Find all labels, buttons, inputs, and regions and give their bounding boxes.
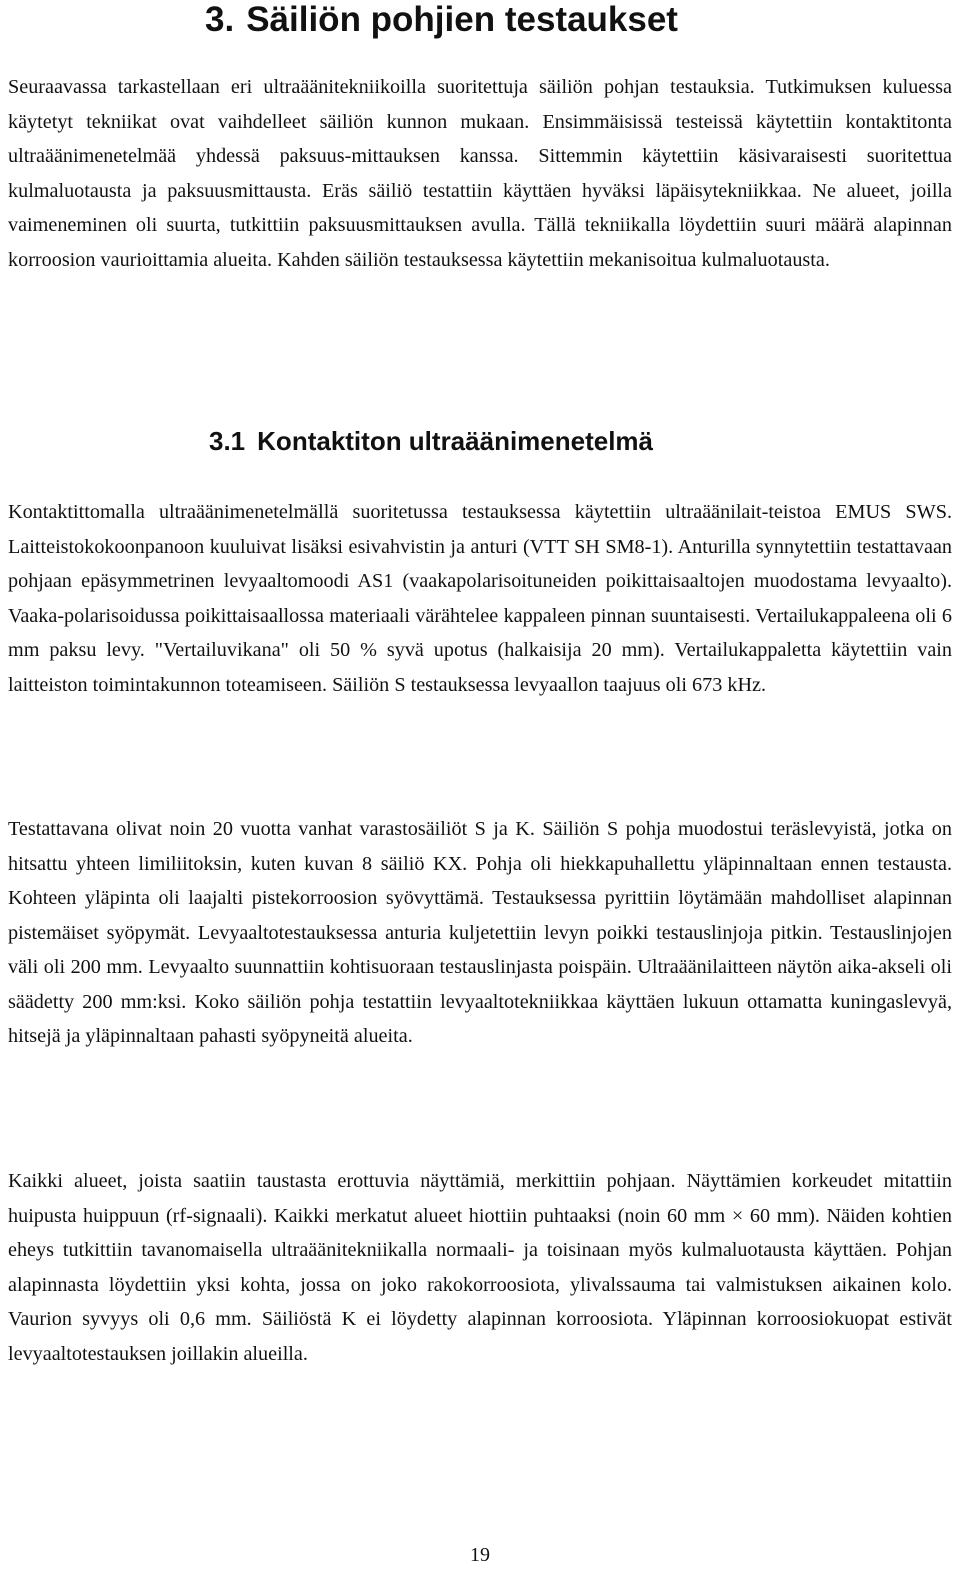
page-number: 19 (470, 1544, 490, 1566)
body-paragraph-3: Kaikki alueet, joista saatiin taustasta erottuvia näyttämiä, merkittiin pohjaan. Näyttämien korkeudet mitattiin huipusta huippuun (rf-signaali). Kaikki merkatut alueet hiottiin puhtaaksi (noin 60 mm × 60 mm). Näiden kohtien eheys tutkittiin tavanomaisella ultraäänitekniikalla normaali- ja toisinaan myös kulmaluotausta käyttäen. Pohjan alapinnasta löydettiin yksi kohta, jossa on joko rakokorroosiota, ylivalssauma tai valmistuksen aikainen kolo. Vaurion syvyys oli 0,6 mm. Säiliöstä K ei löydetty alapinnan korroosiota. Yläpinnan korroosiokuopat estivät levyaaltotestauksen joillakin alueilla. (8, 1170, 952, 1365)
intro-paragraph: Seuraavassa tarkastellaan eri ultraäänitekniikoilla suoritettuja säiliön pohjan testauksia. Tutkimuksen kuluessa käytetyt tekniikat ovat vaihdelleet säiliön kunnon mukaan. Ensimmäisissä testeissä käytettiin kontaktitonta ultraäänimenetelmää yhdessä paksuus-mittauksen kanssa. Sittemmin käytettiin käsivaraisesti suoritettua kulmaluotausta ja paksuusmittausta. Eräs säiliö testattiin käyttäen hyväksi läpäisytekniikkaa. Ne alueet, joilla vaimeneminen oli suurta, tutkittiin paksuusmittauksen avulla. Tällä tekniikalla löydettiin suuri määrä alapinnan korroosion vaurioittamia alueita. Kahden säiliön testauksessa käytettiin mekanisoitua kulmaluotausta. (8, 76, 952, 271)
section-heading (209, 426, 653, 456)
section-title: Kontaktiton ultraäänimenetelmä (257, 426, 654, 456)
chapter-number: 3. (205, 0, 235, 39)
section-number: 3.1 (209, 426, 246, 456)
chapter-heading (205, 0, 678, 40)
body-paragraph-2: Testattavana olivat noin 20 vuotta vanhat varastosäiliöt S ja K. Säiliön S pohja muodostui teräslevyistä, jotka on hitsattu yhteen limiliitoksin, kuten kuvan 8 säiliö KX. Pohja oli hiekkapuhallettu yläpinnaltaan ennen testausta. Kohteen yläpinta oli laajalti pistekorroosion syövyttämä. Testauksessa pyrittiin löytämään mahdolliset alapinnan pistemäiset syöpymät. Levyaaltotestauksessa anturia kuljetettiin levyn poikki testauslinjoja pitkin. Testauslinjojen väli oli 200 mm. Levyaalto suunnattiin kohtisuoraan testauslinjasta poispäin. Ultraäänilaitteen näytön aika-akseli oli säädetty 200 mm:ksi. Koko säiliön pohja testattiin levyaaltotekniikkaa käyttäen lukuun ottamatta kuningaslevyä, hitsejä ja yläpinnaltaan pahasti syöpyneitä alueita. (8, 818, 952, 1047)
chapter-title: Säiliön pohjien testaukset (246, 0, 678, 39)
body-paragraph-1: Kontaktittomalla ultraäänimenetelmällä suoritetussa testauksessa käytettiin ultraäänilait-teistoa EMUS SWS. Laitteistokokoonpanoon kuuluivat lisäksi esivahvistin ja anturi (VTT SH SM8-1). Anturilla synnytettiin testattavaan pohjaan epäsymmetrinen levyaaltomoodi AS1 (vaakapolarisoituneiden poikittaisaaltojen muodostama levyaalto). Vaaka-polarisoidussa poikittaisaallossa materiaali värähtelee kappaleen pinnan suuntaisesti. Vertailukappaleena oli 6 mm paksu levy. "Vertailuvikana" oli 50 % syvä upotus (halkaisija 20 mm). Vertailukappaletta käytettiin vain laitteiston toimintakunnon toteamiseen. Säiliön S testauksessa levyaallon taajuus oli 673 kHz. (8, 501, 952, 696)
